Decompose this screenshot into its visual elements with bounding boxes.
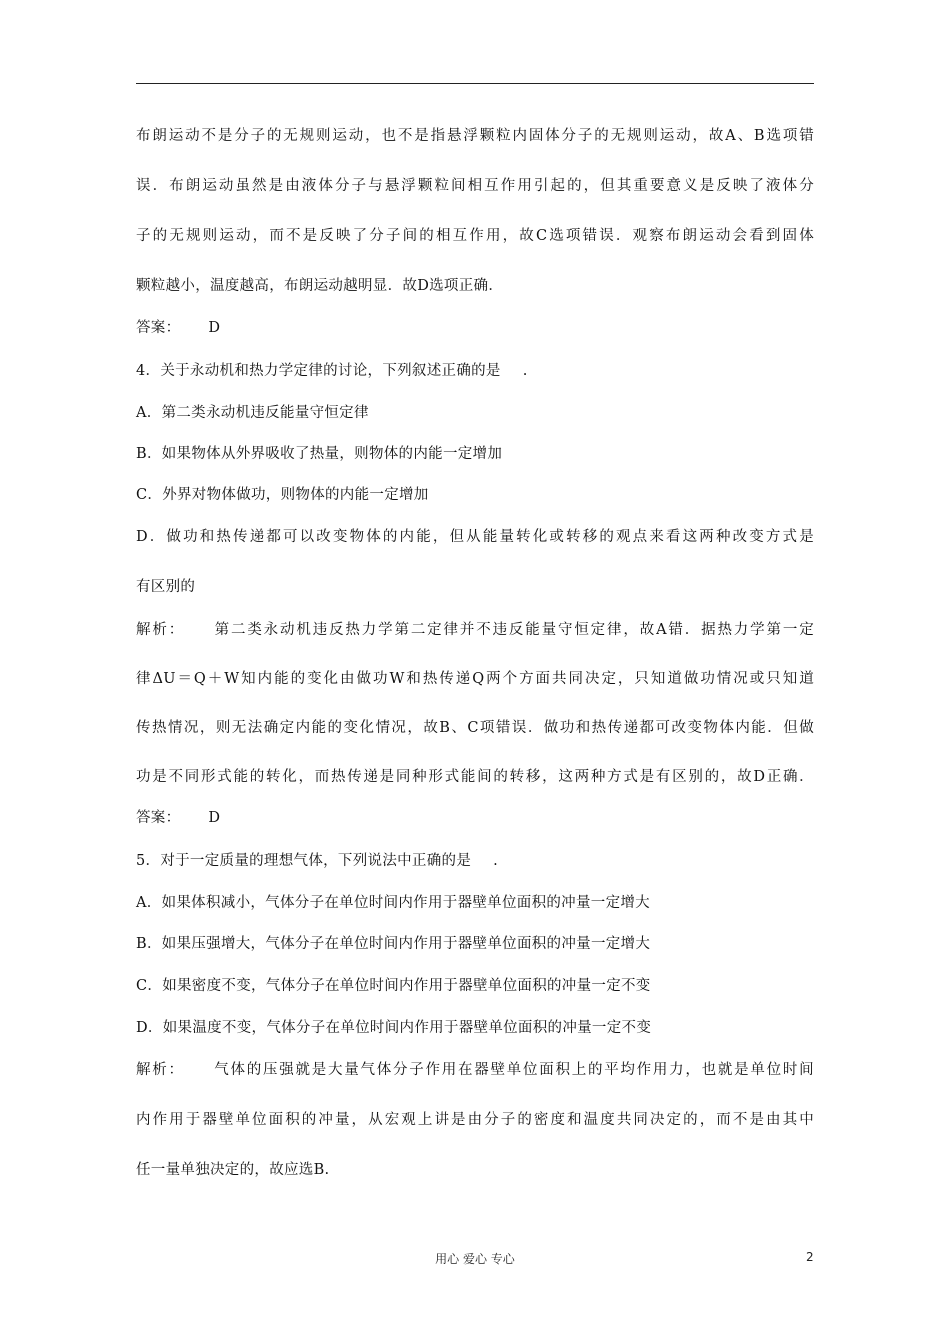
answer-value: D <box>208 320 221 336</box>
answer-line <box>136 808 220 828</box>
answer-label: 答案： <box>136 320 181 336</box>
answer-value: D <box>208 810 221 826</box>
answer-blank: . <box>522 363 528 379</box>
analysis-label: 解析： <box>136 622 186 638</box>
paragraph-line: 子的无规则运动，而不是反映了分子间的相互作用，故C选项错误．观察布朗运动会看到固体 <box>136 228 814 244</box>
option-a: A．第二类永动机违反能量守恒定律 <box>136 405 369 421</box>
analysis-line: 功是不同形式能的转化，而热传递是同种形式能间的转移，这两种方式是有区别的，故D正确． <box>136 769 814 785</box>
paragraph-line: 颗粒越小，温度越高，布朗运动越明显．故D选项正确． <box>136 278 504 294</box>
question-5-stem: 5．对于一定质量的理想气体，下列说法中正确的是 . <box>136 853 499 869</box>
paragraph-line: 误．布朗运动虽然是由液体分子与悬浮颗粒间相互作用引起的，但其重要意义是反映了液体分 <box>136 178 814 194</box>
analysis-line: 传热情况，则无法确定内能的变化情况，故B、C项错误．做功和热传递都可改变物体内能．但做 <box>136 720 814 736</box>
analysis-line: 律ΔU＝Q＋W知内能的变化由做功W和热传递Q两个方面共同决定，只知道做功情况或只知道 <box>136 671 814 687</box>
page-number: 2 <box>806 1250 814 1264</box>
paragraph-line: 布朗运动不是分子的无规则运动，也不是指悬浮颗粒内固体分子的无规则运动，故A、B选项错 <box>136 128 814 144</box>
analysis-line: 任一量单独决定的，故应选B. <box>136 1162 330 1178</box>
option-a: A．如果体积减小，气体分子在单位时间内作用于器壁单位面积的冲量一定增大 <box>136 895 650 911</box>
option-d-cont: 有区别的 <box>136 579 196 595</box>
option-c: C．外界对物体做功，则物体的内能一定增加 <box>136 487 429 503</box>
option-d: D．如果温度不变，气体分子在单位时间内作用于器壁单位面积的冲量一定不变 <box>136 1020 652 1036</box>
option-b: B．如果压强增大，气体分子在单位时间内作用于器壁单位面积的冲量一定增大 <box>136 936 651 952</box>
option-b: B．如果物体从外界吸收了热量，则物体的内能一定增加 <box>136 446 503 462</box>
analysis-line: 解析： 气体的压强就是大量气体分子作用在器壁单位面积上的平均作用力，也就是单位时间 <box>136 1062 814 1078</box>
analysis-line: 内作用于器壁单位面积的冲量，从宏观上讲是由分子的密度和温度共同决定的，而不是由其中 <box>136 1112 814 1128</box>
answer-label: 答案： <box>136 810 181 826</box>
option-c: C．如果密度不变，气体分子在单位时间内作用于器壁单位面积的冲量一定不变 <box>136 978 651 994</box>
header-rule <box>136 83 814 84</box>
analysis-label: 解析： <box>136 1062 185 1078</box>
answer-line <box>136 318 220 338</box>
option-d: D．做功和热传递都可以改变物体的内能，但从能量转化或转移的观点来看这两种改变方式是 <box>136 529 814 545</box>
answer-blank: . <box>493 853 499 869</box>
analysis-line: 解析： 第二类永动机违反热力学第二定律并不违反能量守恒定律，故A错．据热力学第一定 <box>136 622 814 638</box>
page-footer: 用心 爱心 专心 <box>435 1252 515 1266</box>
question-4-stem: 4．关于永动机和热力学定律的讨论，下列叙述正确的是 . <box>136 363 528 379</box>
